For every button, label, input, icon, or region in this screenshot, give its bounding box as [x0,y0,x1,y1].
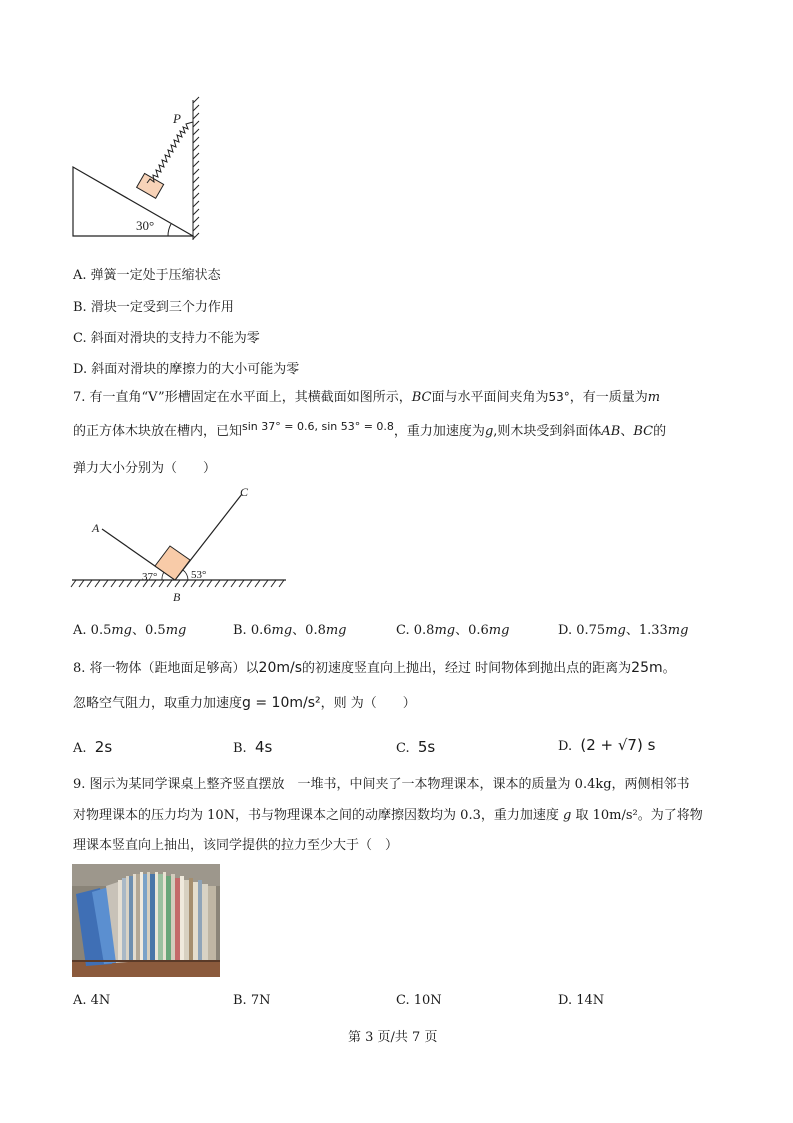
angle-label: 30° [136,218,155,233]
page-footer: 第 3 页/共 7 页 [348,1030,438,1045]
q8-option-b[interactable]: B. 4s [233,738,273,756]
q9-option-d[interactable]: D. 14N [558,993,605,1008]
incline [73,167,193,236]
q9-line-3: 理课本竖直向上抽出，该同学提供的拉力至少大于（ ） [73,838,399,853]
q9-option-b[interactable]: B. 7N [233,993,271,1008]
q7-figure [68,484,290,606]
q8-line-2: 忽略空气阻力，取重力加速度g = 10m/s²，则 为（ ） [73,695,416,711]
q7-option-c[interactable]: C. 0.8mg、0.6mg [396,623,510,638]
q7-line-3: 弹力大小分别为（ ） [73,461,217,476]
q7-option-b[interactable]: B. 0.6mg、0.8mg [233,623,347,638]
q8-option-d[interactable]: D. (2 + √7) s [558,736,656,754]
q6-option-c[interactable]: C. 斜面对滑块的支持力不能为零 [73,331,260,346]
wall [193,97,199,240]
q6-option-a[interactable]: A. 弹簧一定处于压缩状态 [73,268,221,283]
angle-arc [168,224,171,236]
label-a: A [92,521,100,535]
angle-53: 53° [191,569,207,581]
q7-option-a[interactable]: A. 0.5mg、0.5mg [73,623,187,638]
books-photo [72,864,220,977]
label-b: B [173,590,181,604]
q9-line-1: 9. 图示为某同学课桌上整齐竖直摆放 一堆书，中间夹了一本物理课本，课本的质量为 0.4kg，两侧相邻书 [73,777,690,792]
cube-block [155,546,190,580]
q7-line-2: 的正方体木块放在槽内，已知$^{sin 37^\circ = 0.6, sin 53^\circ = 0.8}$，重力加速度为g,则木块受到斜面体AB、BC的 [73,420,667,439]
q6-option-b[interactable]: B. 滑块一定受到三个力作用 [73,300,234,315]
q6-figure [68,95,208,245]
q6-option-d[interactable]: D. 斜面对滑块的摩擦力的大小可能为零 [73,362,300,377]
slider-block [137,173,164,198]
angle-37: 37° [142,571,158,583]
q8-line-1: 8. 将一物体（距地面足够高）以20m/s的初速度竖直向上抛出，经过 时间物体到抛出点的距离为25m。 [73,660,676,676]
label-c: C [240,485,249,499]
q9-line-2: 对物理课本的压力均为 10N，书与物理课本之间的动摩擦因数均为 0.3，重力加速度 g 取 10m/s²。为了将物 [73,808,703,823]
point-label-p: P [173,111,181,126]
q7-line-1: 7. 有一直角“V”形槽固定在水平面上，其横截面如图所示，BC面与水平面间夹角为53°，有一质量为m [73,390,661,405]
q8-option-a[interactable]: A. 2s [73,738,113,756]
q9-option-c[interactable]: C. 10N [396,993,442,1008]
spring [147,122,193,183]
q8-option-c[interactable]: C. 5s [396,738,436,756]
q9-option-a[interactable]: A. 4N [73,993,111,1008]
q7-option-d[interactable]: D. 0.75mg、1.33mg [558,623,689,638]
